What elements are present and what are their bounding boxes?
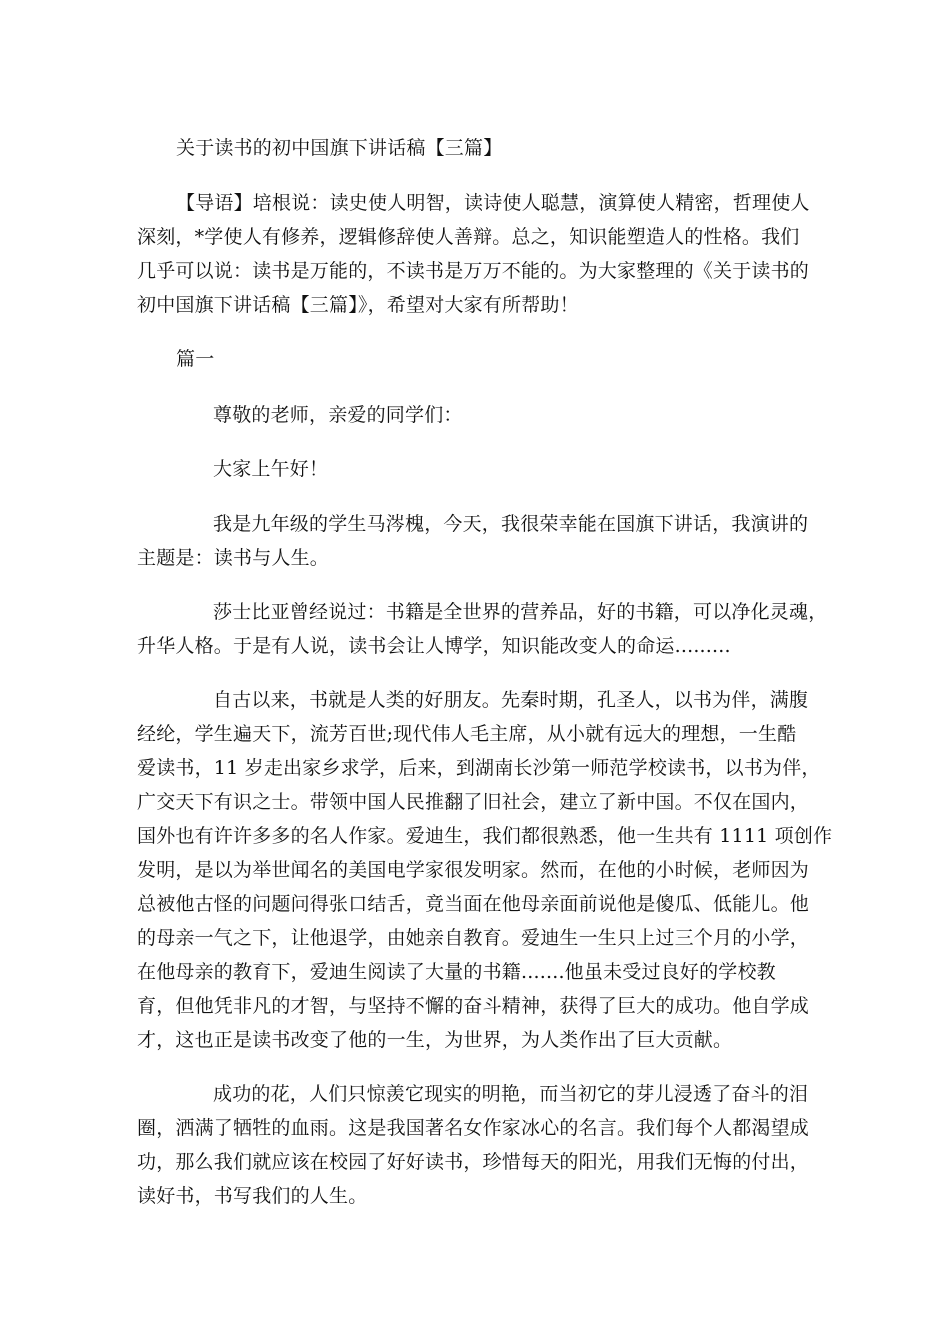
paragraph-line: 在他母亲的教育下，爱迪生阅读了大量的书籍.......他虽未受过良好的学校教 (137, 961, 776, 983)
paragraph-line: 自古以来，书就是人类的好朋友。先秦时期，孔圣人，以书为伴，满腹 (213, 689, 809, 711)
paragraph-line: 发明，是以为举世闻名的美国电学家很发明家。然而，在他的小时候，老师因为 (137, 859, 810, 881)
paragraph-line: 才，这也正是读书改变了他的一生，为世界，为人类作出了巨大贡献。 (137, 1029, 733, 1051)
paragraph-line: 读好书，书写我们的人生。 (137, 1185, 368, 1207)
intro-line: 【导语】培根说：读史使人明智，读诗使人聪慧，演算使人精密，哲理使人 (176, 192, 810, 214)
paragraph-line: 成功的花，人们只惊羡它现实的明艳，而当初它的芽儿浸透了奋斗的泪 (213, 1083, 809, 1105)
paragraph-line: 功，那么我们就应该在校园了好好读书，珍惜每天的阳光，用我们无悔的付出， (137, 1151, 810, 1173)
paragraph-line: 主题是：读书与人生。 (137, 547, 330, 569)
paragraph-line: 圈，洒满了牺牲的血雨。这是我国著名女作家冰心的名言。我们每个人都渴望成 (137, 1117, 810, 1139)
intro-line: 几乎可以说：读书是万能的，不读书是万万不能的。为大家整理的《关于读书的 (137, 260, 810, 282)
paragraph-line: 升华人格。于是有人说，读书会让人博学，知识能改变人的命运......... (137, 635, 731, 657)
greeting: 大家上午好！ (213, 458, 329, 480)
paragraph-line: 的母亲一气之下，让他退学，由她亲自教育。爱迪生一生只上过三个月的小学， (137, 927, 810, 949)
paragraph-line: 广交天下有识之士。带领中国人民推翻了旧社会，建立了新中国。不仅在国内， (137, 791, 810, 813)
paragraph-line: 总被他古怪的问题问得张口结舌，竟当面在他母亲面前说他是傻瓜、低能儿。他 (137, 893, 810, 915)
intro-line: 初中国旗下讲话稿【三篇】》，希望对大家有所帮助！ (137, 294, 579, 316)
paragraph-line: 莎士比亚曾经说过：书籍是全世界的营养品，好的书籍，可以净化灵魂， (213, 601, 828, 623)
intro-line: 深刻，*学使人有修养，逻辑修辞使人善辩。总之，知识能塑造人的性格。我们 (137, 226, 800, 248)
paragraph-line: 国外也有许许多多的名人作家。爱迪生，我们都很熟悉，他一生共有 1111 项创作 (137, 825, 833, 847)
document-title: 关于读书的初中国旗下讲话稿【三篇】 (176, 137, 503, 159)
paragraph-line: 经纶，学生遍天下，流芳百世;现代伟人毛主席，从小就有远大的理想，一生酷 (137, 723, 797, 745)
paragraph-line: 我是九年级的学生马涔槐，今天，我很荣幸能在国旗下讲话，我演讲的 (213, 513, 809, 535)
paragraph-line: 爱读书，11 岁走出家乡求学，后来，到湖南长沙第一师范学校读书，以书为伴， (137, 757, 821, 779)
section-heading: 篇一 (176, 348, 215, 370)
paragraph-line: 育，但他凭非凡的才智，与坚持不懈的奋斗精神，获得了巨大的成功。他自学成 (137, 995, 810, 1017)
salutation: 尊敬的老师，亲爱的同学们： (213, 404, 463, 426)
